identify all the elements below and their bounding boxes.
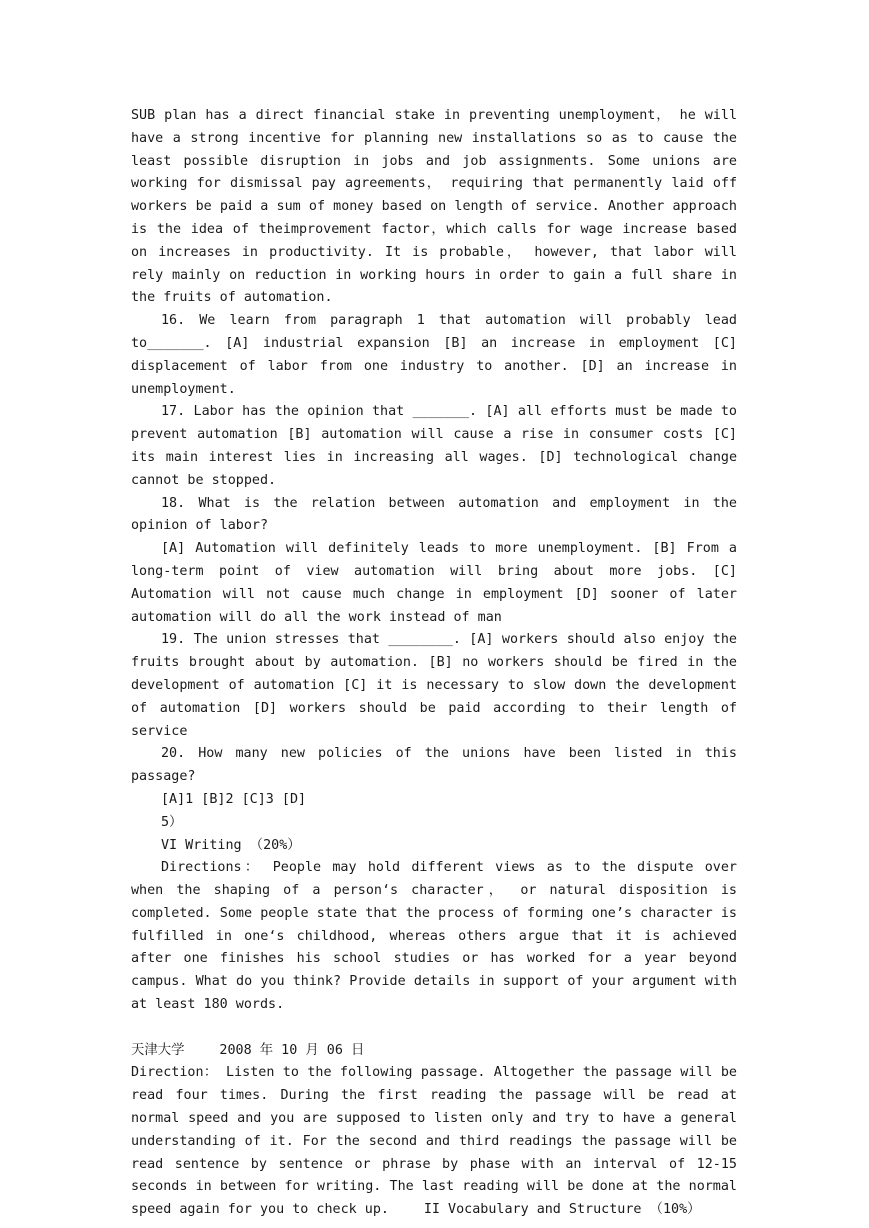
passage-ending-paragraph: SUB plan has a direct financial stake in preventing unemployment， he will have a strong incentive for planning new installations so as to cause the least possible disruption in jobs and job assignments. Some unions are working for dismissal pay agreements， requiring that permanently laid off workers be paid a sum of money based on length of service. Another approach is the idea of theimprovement factor，which calls for wage increase based on increases in productivity. It is probable， however, that labor will rely mainly on reduction in working hours in order to gain a full share in the fruits of automation. [131, 108, 737, 306]
listening-directions: Direction： Listen to the following passage. Altogether the passage will be read four times. During the first reading the passage will be read at normal speed and you are supposed to listen only and try to have a general understanding of it. For the second and third readings the passage will be read sentence by sentence or phrase by phase with an interval of 12-15 seconds in between for writing. The last reading will be done at the normal speed again for you to check up. II Vocabulary and Structure （10%） [131, 1065, 737, 1218]
question-19: 19. The union stresses that ________. [A] workers should also enjoy the fruits brought about by automation. [B] no workers should be fired in the development of automation [C] it is necessary to slow down the development of automation [D] workers should be paid according to their length of service [131, 632, 737, 739]
question-20-options: [A]1 [B]2 [C]3 [D] [161, 791, 307, 807]
school-date-line: 天津大学 2008 年 10 月 06 日 [131, 1042, 365, 1058]
section-heading-writing: VI Writing （20%） [161, 837, 301, 853]
question-20: 20. How many new policies of the unions have been listed in this passage? [131, 746, 737, 785]
question-20-option-d: 5） [161, 814, 183, 830]
question-18-options: [A] Automation will definitely leads to more unemployment. [B] From a long-term point of view automation will bring about more jobs. [C] Automation will not cause much change in employment [D] sooner of later automation will do all the work instead of man [131, 541, 737, 625]
question-17: 17. Labor has the opinion that _______. [A] all efforts must be made to prevent automation [B] automation will cause a rise in consumer costs [C] its main interest lies in increasing all wages. [D] technological change cannot be stopped. [131, 404, 737, 488]
writing-directions: Directions： People may hold different views as to the dispute over when the shaping of a person‘s character， or natural disposition is completed. Some people state that the process of forming one’s character is fulfilled in one‘s childhood, whereas others argue that it is achieved after one finishes his school studies or has worked for a year beyond campus. What do you think? Provide details in support of your argument with at least 180 words. [131, 860, 737, 1013]
document-page [131, 105, 737, 1222]
blank-line [131, 1017, 737, 1040]
question-16: 16. We learn from paragraph 1 that automation will probably lead to_______. [A] industrial expansion [B] an increase in employment [C] displacement of labor from one industry to another. [D] an increase in unemployment. [131, 313, 737, 397]
question-18: 18. What is the relation between automation and employment in the opinion of labor? [131, 495, 737, 534]
